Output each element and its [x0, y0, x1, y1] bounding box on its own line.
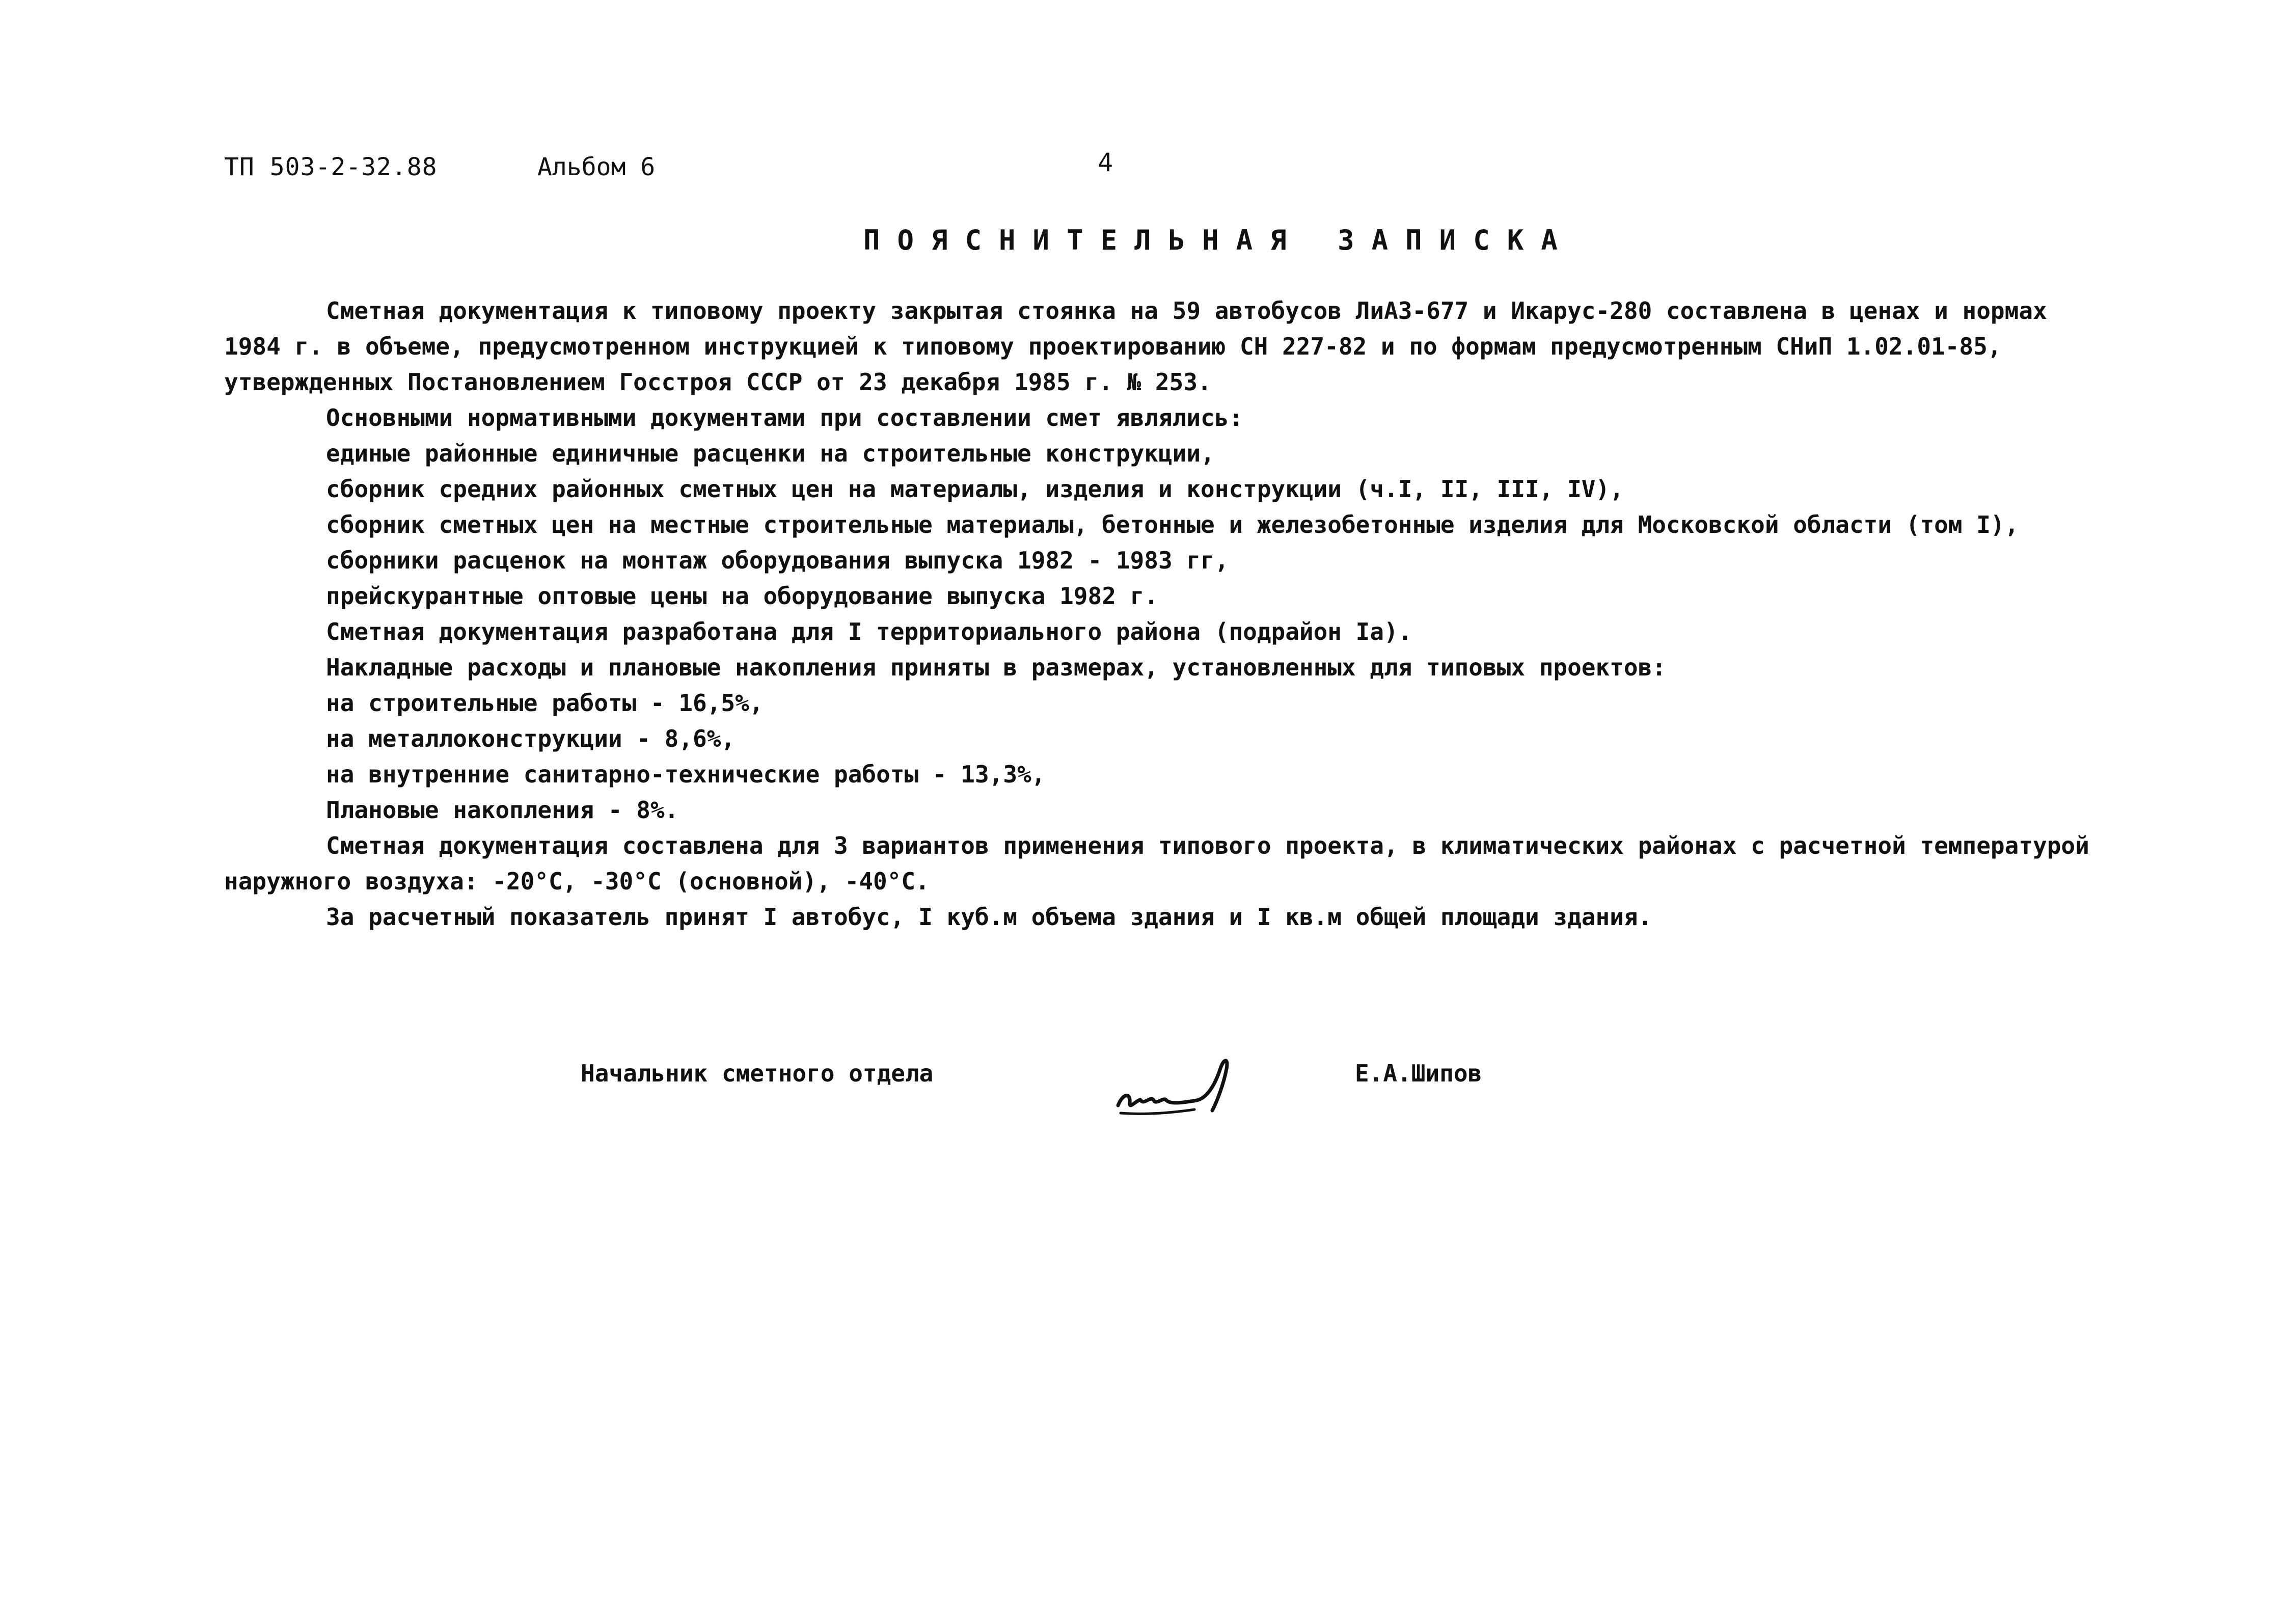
list-item: сборник средних районных сметных цен на материалы, изделия и конструкции (ч.I, II, III, IV),	[326, 475, 1624, 503]
document-body	[224, 293, 2109, 935]
paragraph-line: Сметная документация разработана для I территориального района (подрайон Iа).	[326, 618, 1412, 645]
paragraph-line: наружного воздуха: -20°С, -30°С (основной), -40°С.	[224, 868, 930, 895]
header-album: Альбом 6	[537, 153, 656, 181]
list-item: сборник сметных цен на местные строительные материалы, бетонные и железобетонные изделия для Московской области (том I),	[326, 511, 2019, 538]
list-item: единые районные единичные расценки на строительные конструкции,	[326, 440, 1215, 467]
list-item: сборники расценок на монтаж оборудования выпуска 1982 - 1983 гг,	[326, 547, 1229, 574]
paragraph-line: Основными нормативными документами при составлении смет являлись:	[326, 404, 1243, 431]
list-item: на строительные работы - 16,5%,	[326, 689, 764, 717]
list-item: Плановые накопления - 8%.	[326, 796, 679, 824]
handwritten-signature	[1110, 1049, 1263, 1126]
paragraph-line: утвержденных Постановлением Госстроя СССР от 23 декабря 1985 г. № 253.	[224, 368, 1212, 396]
paragraph-line: За расчетный показатель принят I автобус, I куб.м объема здания и I кв.м общей площади здания.	[326, 903, 1652, 931]
paragraph-line: 1984 г. в объеме, предусмотренном инструкцией к типовому проектированию СН 227-82 и по формам предусмотренным СНиП 1.02.01-85,	[224, 333, 2002, 360]
paragraph-line: Сметная документация к типовому проекту закрытая стоянка на 59 автобусов ЛиАЗ-677 и Икарус-280 составлена в ценах и нормах	[326, 297, 2047, 324]
header-code: ТП 503-2-32.88	[224, 153, 438, 181]
paragraph-line: Сметная документация составлена для 3 вариантов применения типового проекта, в климатических районах с расчетной температурой	[326, 832, 2089, 859]
page-number: 4	[1098, 148, 1113, 177]
list-item: на металлоконструкции - 8,6%,	[326, 725, 736, 752]
signature-title: Начальник сметного отдела	[581, 1060, 934, 1087]
list-item: на внутренние санитарно-технические работы - 13,3%,	[326, 761, 1046, 788]
list-item: прейскурантные оптовые цены на оборудование выпуска 1982 г.	[326, 582, 1158, 610]
signature-block	[0, 1049, 2286, 1131]
paragraph-line: Накладные расходы и плановые накопления приняты в размерах, установленных для типовых проектов:	[326, 654, 1666, 681]
document-title: ПОЯСНИТЕЛЬНАЯ ЗАПИСКА	[863, 224, 1575, 256]
signature-name: Е.А.Шипов	[1355, 1060, 1482, 1087]
